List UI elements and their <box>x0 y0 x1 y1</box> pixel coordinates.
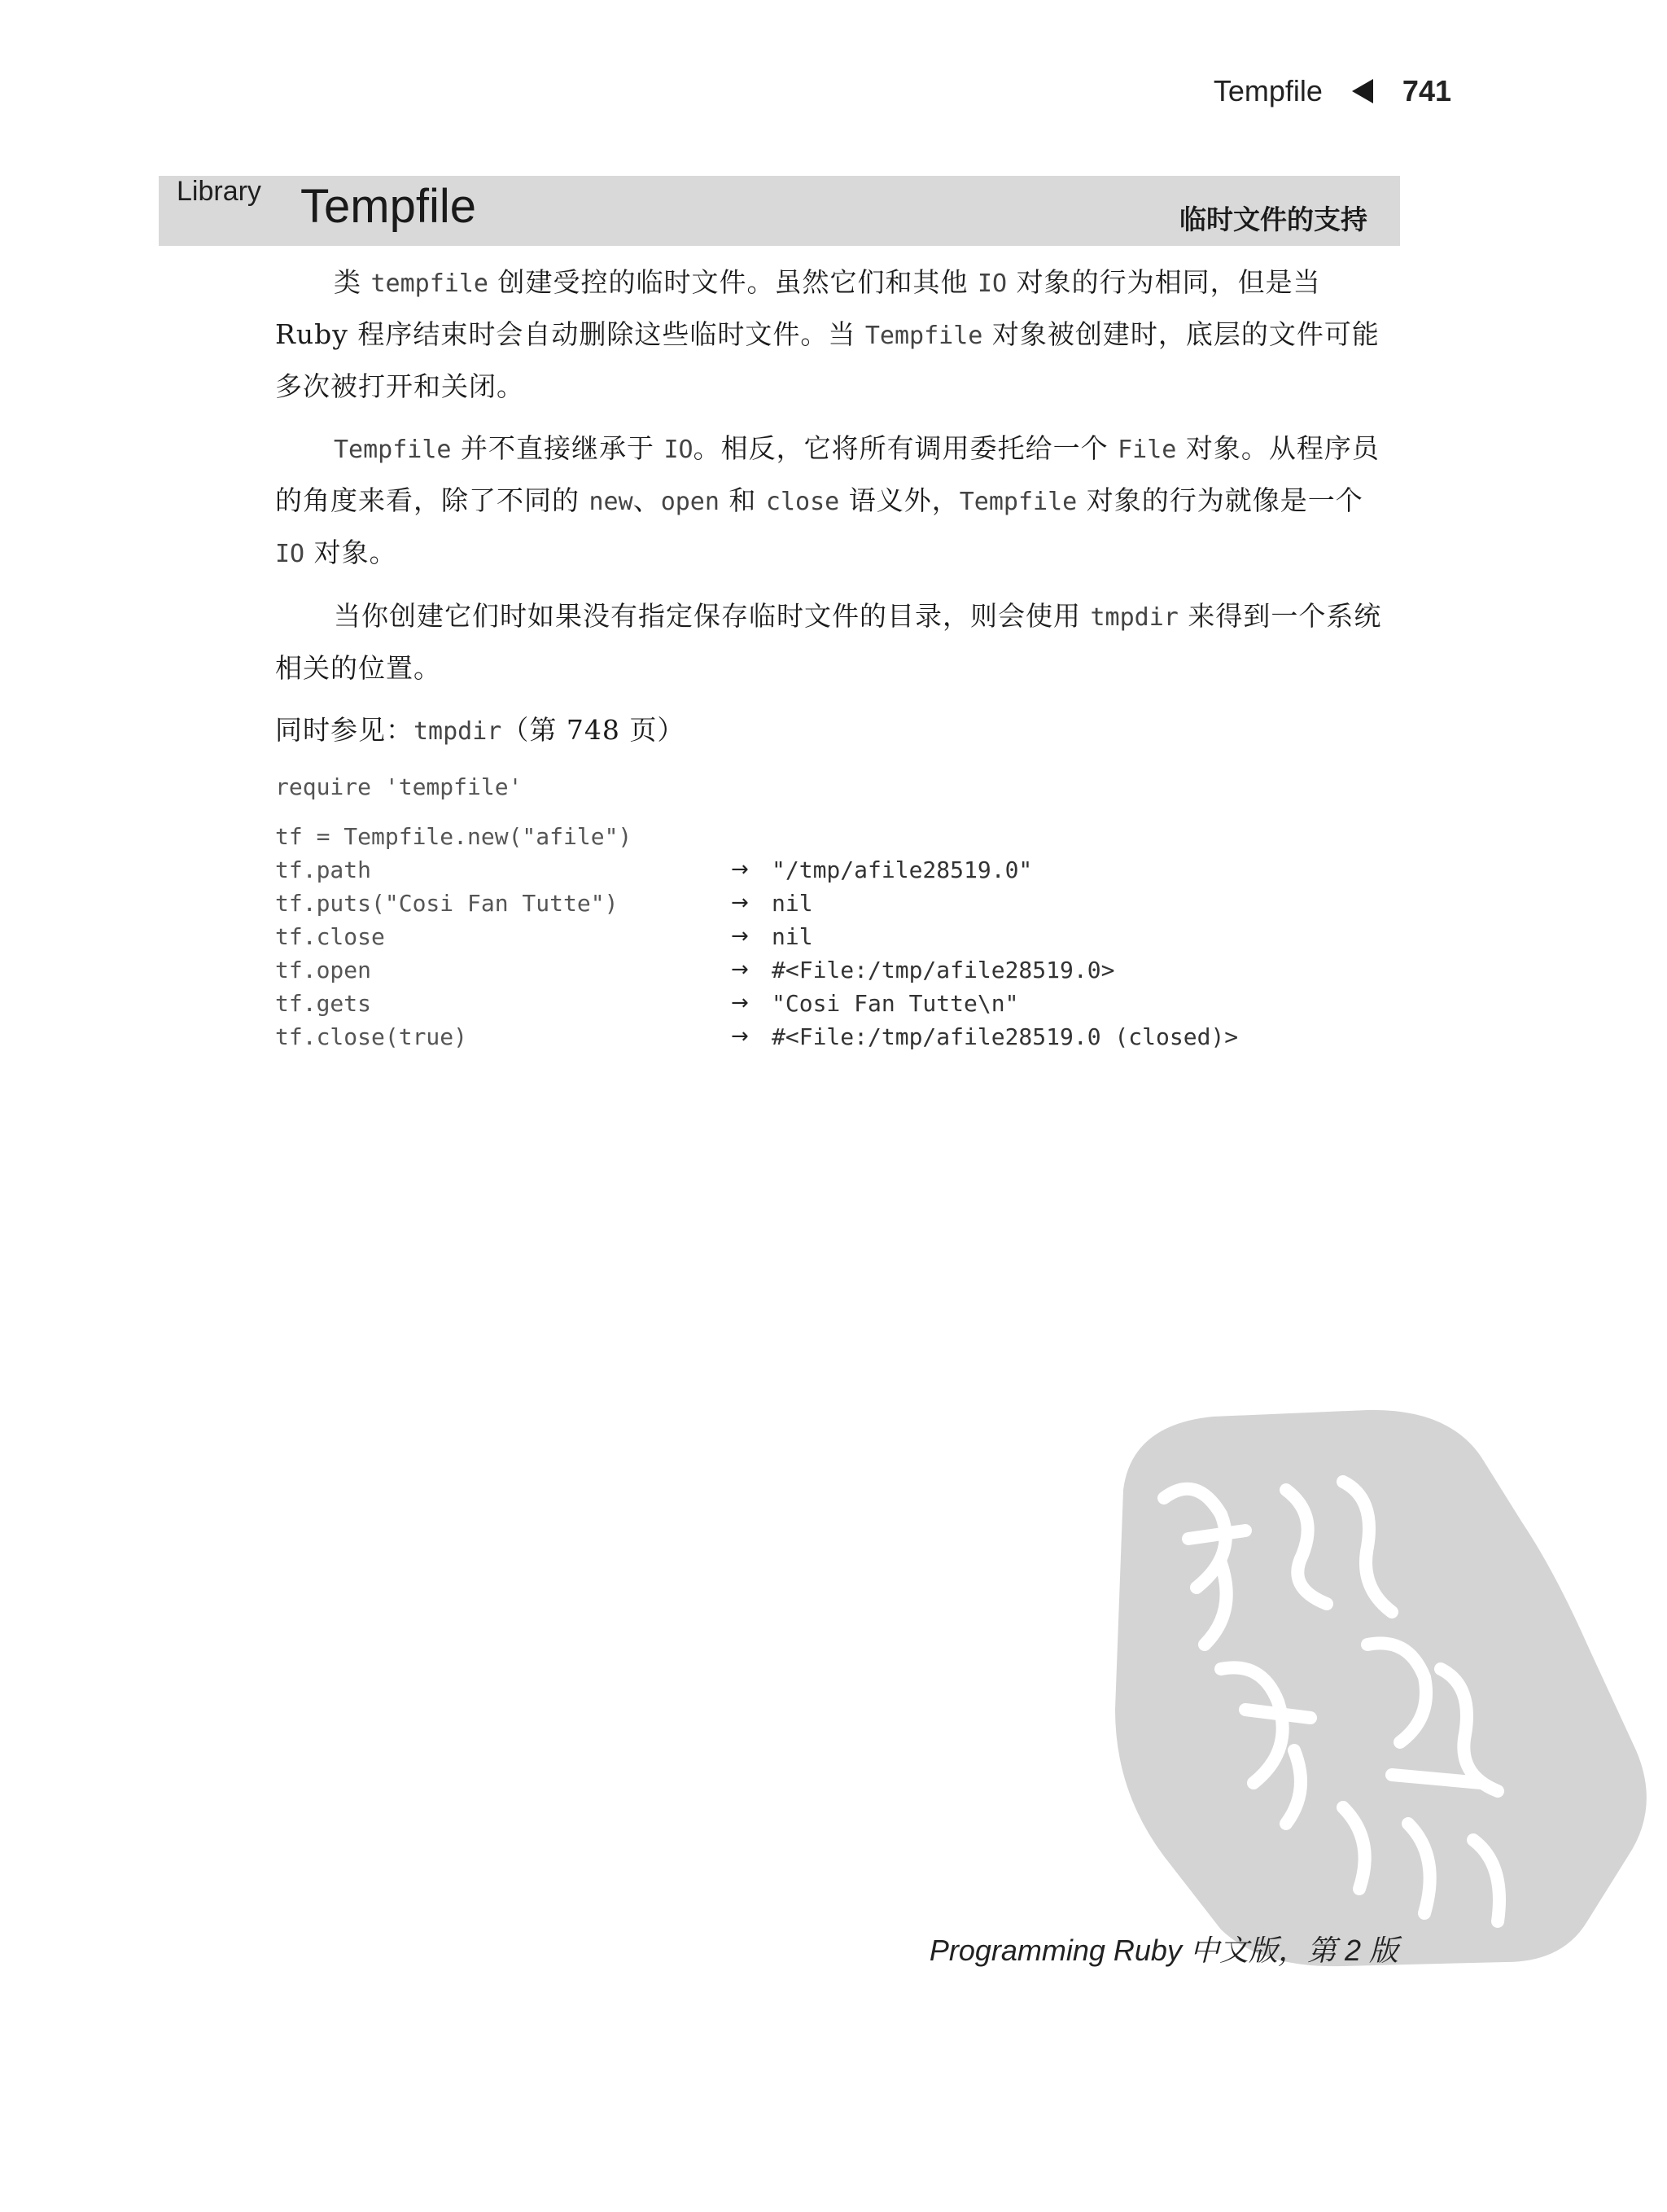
result-arrow-icon: → <box>731 924 749 948</box>
code-example <box>275 820 1400 1053</box>
text-run: 。相反，它将所有调用委托给一个 <box>693 432 1118 464</box>
see-also-link[interactable]: tmpdir <box>413 717 502 746</box>
inline-code: close <box>765 488 840 516</box>
code-line <box>275 920 1400 953</box>
inline-code: tempfile <box>370 269 488 298</box>
book-footer: Programming Ruby 中文版，第 2 版 <box>929 1934 1398 1967</box>
section-subtitle: 临时文件的支持 <box>1179 204 1367 235</box>
section-title: Tempfile <box>300 180 476 233</box>
code-line <box>275 887 1400 920</box>
code-result: nil <box>772 923 813 950</box>
code-result: "Cosi Fan Tutte\n" <box>772 990 1019 1017</box>
paragraph-intro <box>275 257 1400 412</box>
text-run: 并不直接继承于 <box>451 432 664 464</box>
text-run: 语义外， <box>839 484 960 516</box>
page-number: 741 <box>1402 74 1451 107</box>
result-arrow-icon: → <box>731 857 749 882</box>
text-run: 对象的行为就像是一个 <box>1077 484 1363 516</box>
inline-code: IO <box>275 540 305 568</box>
code-line <box>275 987 1400 1020</box>
code-expression: tf.open <box>275 957 372 983</box>
code-line <box>275 820 1400 853</box>
code-expression: tf.close(true) <box>275 1023 468 1050</box>
library-label: Library <box>177 176 261 207</box>
running-head-title: Tempfile <box>1213 74 1323 107</box>
text-run: 对象被创建时，底层的文件可能多次被打开和关闭。 <box>275 318 1380 402</box>
code-line <box>275 953 1400 987</box>
result-arrow-icon: → <box>731 891 749 915</box>
result-arrow-icon: → <box>731 991 749 1015</box>
running-head <box>1214 68 1451 114</box>
text-run: 、 <box>632 484 661 516</box>
text-run: 当你创建它们时如果没有指定保存临时文件的目录，则会使用 <box>334 600 1091 632</box>
result-arrow-icon: → <box>731 1024 749 1049</box>
inline-code: tmpdir <box>1090 603 1179 632</box>
text-run: 对象的行为相同，但是当 Ruby 程序结束时会自动删除这些临时文件。当 <box>275 266 1321 350</box>
left-triangle-icon <box>1352 79 1373 103</box>
text-run: 和 <box>719 484 766 516</box>
inline-code: File <box>1118 436 1177 464</box>
code-line <box>275 1020 1400 1053</box>
inline-code: open <box>660 488 720 516</box>
text-run: 类 <box>334 266 371 298</box>
text-run: 对象。 <box>304 537 397 568</box>
code-line <box>275 853 1400 887</box>
inline-code: new <box>588 488 633 516</box>
code-result: #<File:/tmp/afile28519.0> <box>772 957 1115 983</box>
code-expression: tf.puts("Cosi Fan Tutte") <box>275 890 619 917</box>
code-result: "/tmp/afile28519.0" <box>772 856 1033 883</box>
inline-code: Tempfile <box>334 436 452 464</box>
text-run: 对象。从程序员的角度来看，除了不同的 <box>275 432 1380 516</box>
text-run: 来得到一个系统相关的位置。 <box>275 600 1382 684</box>
inline-code: IO <box>663 436 693 464</box>
body-content <box>275 257 1400 1053</box>
code-expression: tf.path <box>275 856 372 883</box>
see-also <box>275 705 1400 757</box>
see-also-prefix: 同时参见： <box>275 714 413 746</box>
inline-code: IO <box>977 269 1008 298</box>
inline-code: Tempfile <box>959 488 1078 516</box>
code-result: nil <box>772 890 813 917</box>
inline-code: Tempfile <box>864 322 983 350</box>
code-expression: tf.gets <box>275 990 372 1017</box>
paragraph-delegation <box>275 423 1400 580</box>
section-title-bar <box>159 176 1400 246</box>
result-arrow-icon: → <box>731 957 749 982</box>
text-run: 创建受控的临时文件。虽然它们和其他 <box>488 266 978 298</box>
see-also-suffix: （第 748 页） <box>501 714 685 746</box>
code-require-line: require 'tempfile' <box>275 773 523 800</box>
code-expression: tf = Tempfile.new("afile") <box>275 823 632 850</box>
code-expression: tf.close <box>275 923 385 950</box>
code-result: #<File:/tmp/afile28519.0 (closed)> <box>772 1023 1239 1050</box>
paragraph-tmpdir <box>275 591 1400 694</box>
seal-stamp-watermark <box>1099 1400 1660 1970</box>
